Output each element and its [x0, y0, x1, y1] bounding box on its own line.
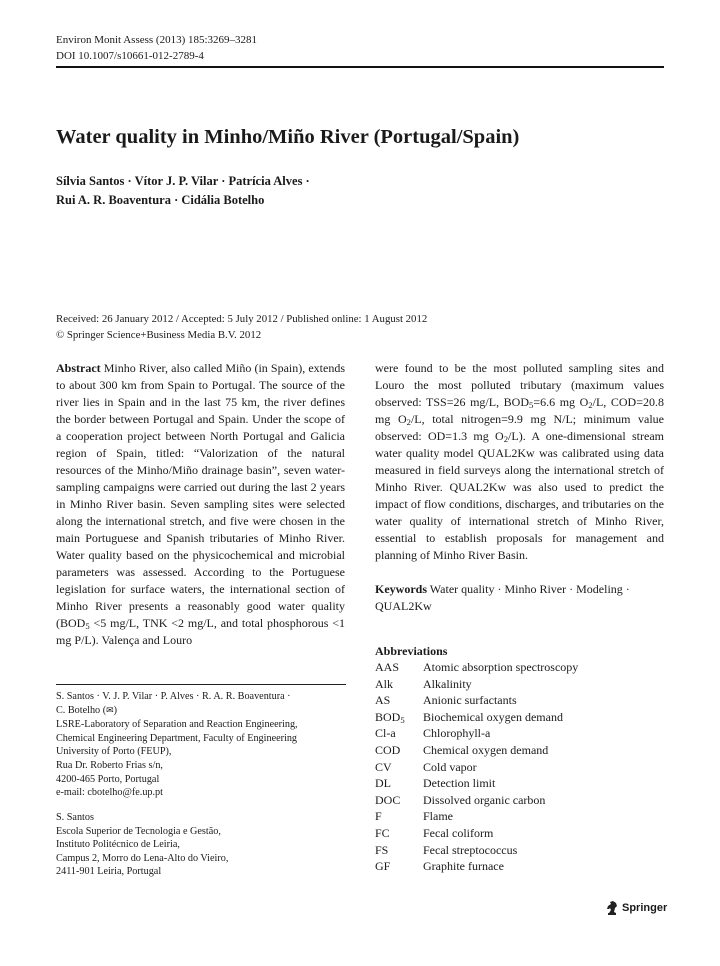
publication-dates: [56, 311, 427, 343]
paper-title: Water quality in Minho/Miño River (Portugal/Spain): [56, 126, 520, 148]
abbreviation-meaning: Dissolved organic carbon: [423, 792, 546, 807]
abstract-continuation: [375, 360, 664, 564]
abbreviation-row: [375, 692, 578, 709]
abstract-text: Minho River, also called Miño (in Spain), extends to about 300 km from Spain to Portugal. The source of the river lies in Spain and in the last 75 km, the river defines the border between Portugal and Spain. Under the scope of a cooperation project between North Portugal and Galicia region of Spain, titled: “Valorization of the natural resources of the Minho/Miño drainage basin”, seven water-sampling campaigns were carried out during the last 2 years in Minho River basin. Seven sampling sites were selected along the international stretch, and five were chosen in the main Portuguese and Spanish tributaries of Minho River. Water quality based on the physicochemical and microbial parameters was assessed. According to the Portuguese legislation for surface waters, the international section of Minho River presents a reasonably good water quality (BOD: [56, 361, 345, 630]
affiliation-footnote: [56, 690, 351, 800]
envelope-icon: ✉: [106, 705, 114, 716]
abbreviation-row: [375, 792, 578, 809]
keywords-label: Keywords: [375, 582, 427, 596]
author-list: [56, 172, 310, 210]
abbreviation-meaning: Atomic absorption spectroscopy: [423, 660, 579, 674]
copyright-notice: © Springer Science+Business Media B.V. 2012: [56, 329, 262, 341]
footnote-line: University of Porto (FEUP),: [56, 746, 172, 758]
abbreviation-meaning: Graphite furnace: [423, 859, 504, 874]
abbreviation-term: AS: [375, 693, 391, 708]
abbreviation-term: CV: [375, 759, 392, 774]
footnote-line: Campus 2, Morro do Lena-Alto do Vieiro,: [56, 852, 229, 864]
abbreviation-row: [375, 709, 578, 726]
author-line: Sílvia Santos · Vítor J. P. Vilar · Patrícia Alves ·: [56, 174, 310, 188]
abbreviation-meaning: Flame: [423, 809, 453, 824]
footnote-line: S. Santos · V. J. P. Vilar · P. Alves · R. A. R. Boaventura ·: [56, 691, 291, 702]
footnote-line: Instituto Politécnico de Leiria,: [56, 839, 180, 851]
subscript: 5: [529, 400, 534, 411]
abstract-text: were found to be the most polluted sampling sites and Louro the most polluted tributary (maximum values observed: TSS=26 mg/L, BOD: [375, 361, 664, 409]
footnote-line: [56, 704, 351, 719]
affiliation-footnote: [56, 811, 351, 879]
springer-knight-icon: [605, 900, 619, 916]
footnote-rule: [56, 684, 346, 685]
footnote-line: 2411-901 Leiria, Portugal: [56, 866, 162, 878]
footnote-text: ): [113, 704, 118, 716]
abstract-paragraph: [56, 360, 345, 649]
abbreviation-meaning: Alkalinity: [423, 676, 472, 691]
journal-citation: Environ Monit Assess (2013) 185:3269–3281: [56, 34, 258, 46]
abbreviation-row: [375, 659, 578, 676]
subscript: 2: [588, 400, 593, 411]
left-column: [56, 360, 345, 649]
abbreviation-term: GF: [375, 859, 391, 874]
abbreviation-meaning: Anionic surfactants: [423, 693, 517, 708]
subscript: 2: [406, 417, 411, 428]
abstract-label: Abstract: [56, 361, 101, 375]
abbreviation-meaning: Chlorophyll-a: [423, 726, 491, 741]
abbreviation-row: [375, 725, 578, 742]
subscript: 5: [400, 714, 405, 725]
abbreviation-row: [375, 676, 578, 693]
abstract-text: /L, total nitrogen=9.9 mg N/L; minimum value observed: OD=1.3 mg O: [375, 412, 665, 443]
footnote-line: Escola Superior de Tecnologia e Gestão,: [56, 825, 221, 837]
abbreviation-meaning: Detection limit: [423, 776, 496, 791]
abbreviation-meaning: Fecal coliform: [423, 825, 494, 840]
abbreviation-row: [375, 808, 578, 825]
abbreviations-heading: Abbreviations: [375, 644, 448, 658]
footnote-line: LSRE-Laboratory of Separation and Reaction Engineering,: [56, 719, 298, 731]
abbreviation-term: FC: [375, 825, 390, 840]
abbreviation-row: [375, 775, 578, 792]
abbreviation-term: DOC: [375, 792, 401, 807]
abbreviation-meaning: Chemical oxygen demand: [423, 742, 549, 757]
keywords-paragraph: [375, 581, 664, 615]
journal-header: [56, 32, 257, 64]
abbreviation-meaning: Cold vapor: [423, 759, 477, 774]
subscript: 5: [85, 621, 90, 632]
abbreviation-term: Cl-a: [375, 726, 396, 741]
corresponding-email: e-mail: cbotelho@fe.up.pt: [56, 787, 163, 799]
received-accepted-published: Received: 26 January 2012 / Accepted: 5 July 2012 / Published online: 1 August 2012: [56, 313, 428, 325]
footnote-text: C. Botelho (: [56, 704, 107, 716]
abbreviation-row: [375, 858, 578, 875]
abbreviation-meaning: Fecal streptococcus: [423, 842, 518, 857]
abbreviation-row: [375, 759, 578, 776]
abstract-text: /L). A one-dimensional stream water quality model QUAL2Kw was calibrated using data measured in field surveys along the international stretch of Minho River. QUAL2Kw was also used to predict the impact of flow conditions, discharges, and tributaries on the water quality of international stretch of Minho River, essential to establish proposals for management and planning of Minho River Basin.: [375, 429, 664, 562]
subscript: 2: [503, 434, 509, 445]
abbreviation-term: AAS: [375, 660, 400, 674]
springer-logo: [605, 900, 667, 916]
footnote-line: 4200-465 Porto, Portugal: [56, 773, 160, 785]
doi: DOI 10.1007/s10661-012-2789-4: [56, 50, 204, 62]
abstract-text: =6.6 mg O: [533, 395, 589, 409]
springer-wordmark: Springer: [622, 902, 668, 914]
footnote-line: Rua Dr. Roberto Frias s/n,: [56, 759, 163, 771]
abbreviation-row: [375, 825, 578, 842]
right-column: [375, 360, 664, 615]
abbreviation-term: Alk: [375, 676, 393, 691]
abstract-text: <5 mg/L, TNK <2 mg/L, and total phosphorous <1 mg P/L). Valença and Louro: [56, 616, 345, 647]
author-line: Rui A. R. Boaventura · Cidália Botelho: [56, 193, 265, 207]
abbreviation-term: COD: [375, 742, 401, 757]
abbreviation-meaning: Biochemical oxygen demand: [423, 709, 563, 724]
keywords-text: Water quality · Minho River · Modeling · QUAL2Kw: [375, 582, 630, 613]
header-rule: [56, 66, 664, 68]
abbreviation-term: F: [375, 809, 382, 824]
abbreviation-row: [375, 742, 578, 759]
footnote-line: S. Santos: [56, 812, 94, 823]
footnote-line: Chemical Engineering Department, Faculty of Engineering: [56, 732, 298, 744]
abbreviation-term: DL: [375, 776, 391, 791]
abbreviations-table: [375, 659, 578, 875]
abbreviation-term: FS: [375, 842, 389, 857]
abbreviation-row: [375, 842, 578, 859]
abbreviation-term: $BOD_5$: [375, 709, 405, 725]
abstract-text: /L, COD=20.8 mg O: [375, 395, 664, 426]
